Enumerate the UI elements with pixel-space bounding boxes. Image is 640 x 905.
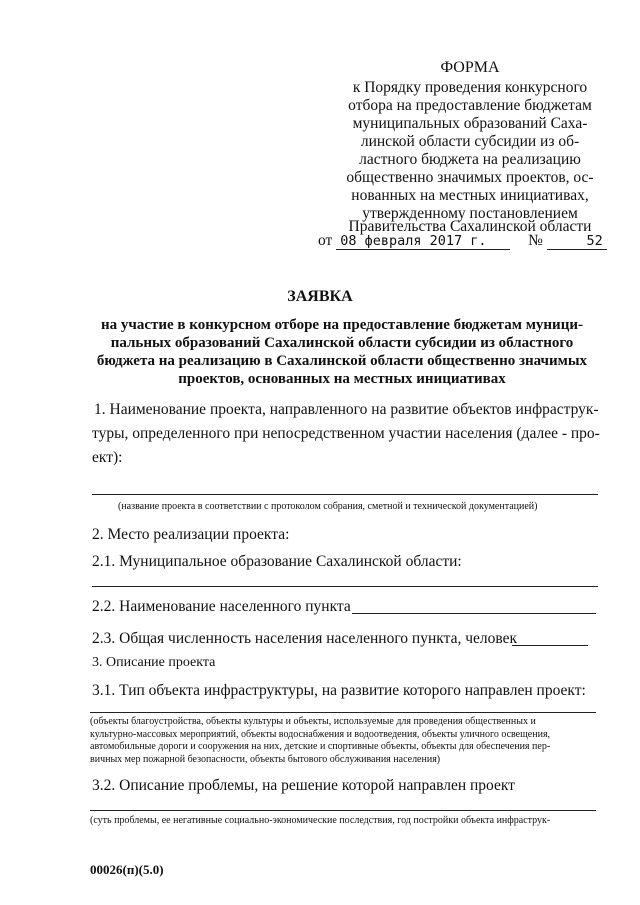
header-line: к Порядку проведения конкурсного [352,79,588,96]
header-line: Правительства Сахалинской области [348,218,592,235]
municipality-label: 2.1. Муниципальное образование Сахалинской области: [92,553,462,570]
infrastructure-type-field-line[interactable] [90,712,596,713]
infrastructure-type-note [90,716,600,766]
population-field-line[interactable] [512,645,588,646]
header-line: общественно значимых проектов, ос- [346,169,594,186]
subtitle-line: пальных образований Сахалинской области субсидии из областного [110,335,574,351]
project-name-field-line[interactable] [92,494,598,495]
footer-code: 00026(п)(5.0) [90,862,164,877]
header-line: отбора на предоставление бюджетам [348,97,592,114]
note-line: автомобильные дороги и сооружения на них, детские и спортивные объекты, объекты для обеспечения пер- [90,741,551,752]
municipality-field-line[interactable] [92,586,598,587]
note-line: (объекты благоустройства, объекты культуры и объекты, используемые для проведения общественных и [90,716,536,727]
population-label: 2.3. Общая численность населения населенного пункта, человек [92,630,517,647]
resolution-number: 52 [547,233,607,250]
section-1-line: ект): [92,449,123,466]
form-label: ФОРМА [440,59,500,76]
problem-description-field-line[interactable] [90,810,596,811]
subtitle-line: бюджета на реализацию в Сахалинской области общественно значимых [96,353,588,369]
header-line: линской области субсидии из об- [360,133,580,150]
note-line: культурно-массовых мероприятий, объекты водоснабжения и водоотведения, объекты уличного освещения, [90,728,551,740]
subtitle-line: на участие в конкурсном отборе на предоставление бюджетам муници- [101,317,583,333]
problem-description-note: (суть проблемы, ее негативные социально-экономические последствия, год постройки объекта инфраструк- [90,815,551,826]
number-label: № [528,232,543,249]
resolution-date-row [318,232,607,250]
page-subtitle [92,316,592,388]
header-line: утвержденному постановлением [362,205,578,222]
settlement-field-line[interactable] [352,613,596,614]
project-name-note: (название проекта в соответствии с протоколом собрания, сметной и технической документацией) [118,501,538,512]
header-line: муниципальных образований Саха- [352,115,588,132]
page-title: ЗАЯВКА [287,288,353,305]
problem-description-label: 3.2. Описание проблемы, на решение которой направлен проект [92,777,515,794]
infrastructure-type-label: 3.1. Тип объекта инфраструктуры, на развитие которого направлен проект: [92,682,586,699]
section-1-line: туры, определенного при непосредственном участии населения (далее - про- [92,425,600,442]
header-line: ластного бюджета на реализацию [359,151,581,168]
date-prefix: от [318,232,333,249]
resolution-date: 08 февраля 2017 г. [336,233,510,250]
section-2-heading: 2. Место реализации проекта: [92,526,290,543]
subtitle-line: проектов, основанных на местных инициативах [178,371,506,387]
section-1-text [92,398,602,470]
settlement-label: 2.2. Наименование населенного пункта [92,598,351,615]
section-3-heading: 3. Описание проекта [92,655,216,670]
note-line: вичных мер пожарной безопасности, объекты бытового обслуживания населения) [90,753,441,765]
section-1-line: 1. Наименование проекта, направленного на развитие объектов инфраструк- [94,401,599,418]
header-line: нованных на местных инициативах, [351,187,589,204]
